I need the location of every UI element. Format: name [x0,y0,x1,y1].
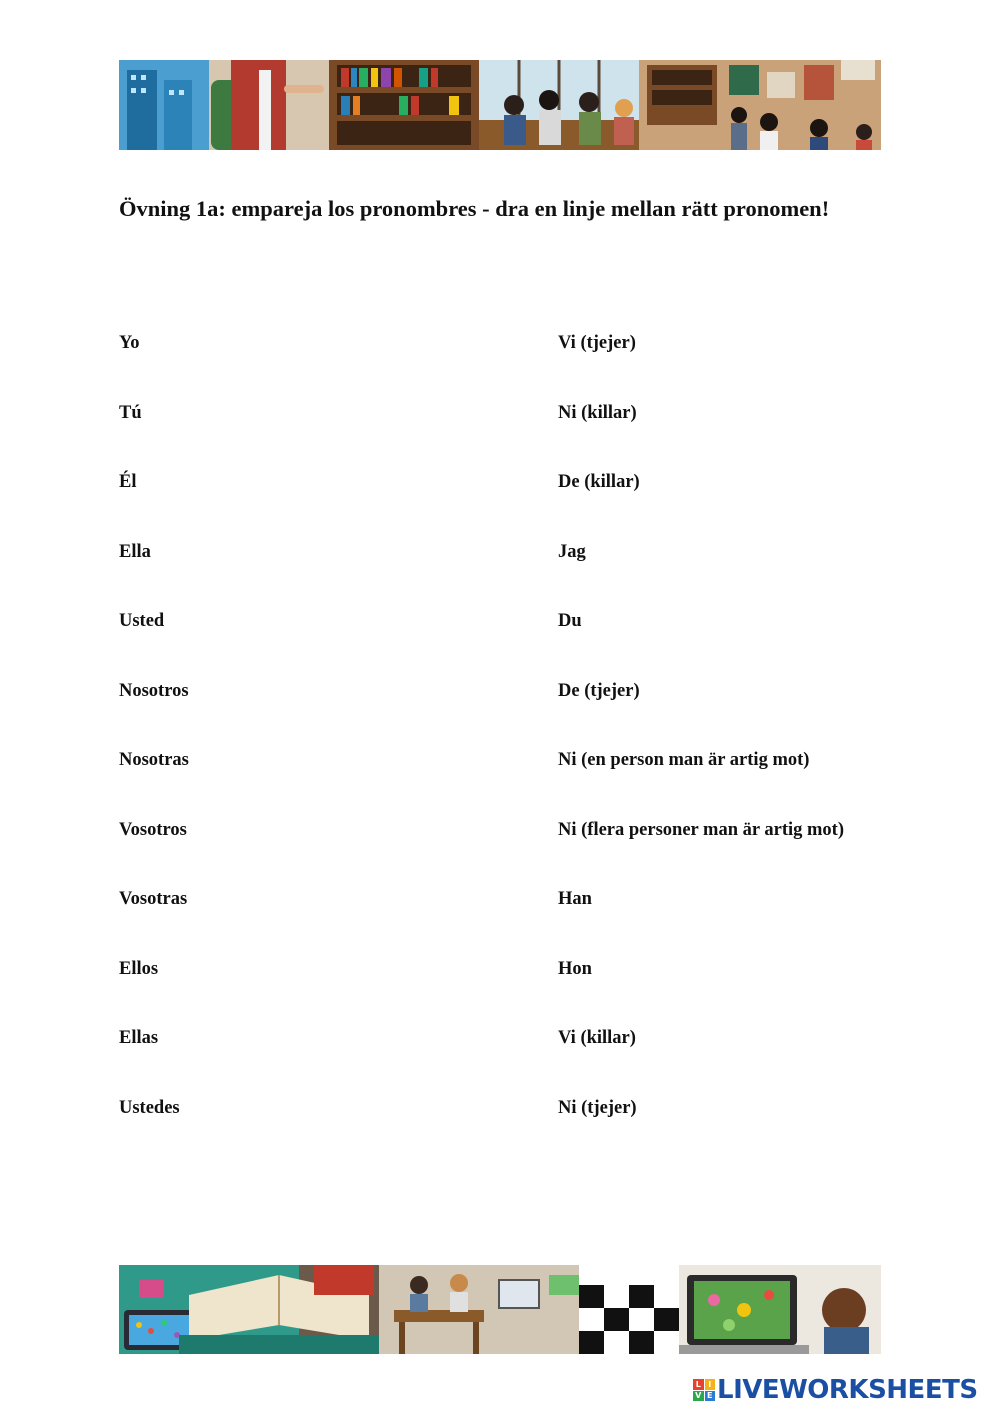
liveworksheets-logo [693,1372,978,1408]
spanish-pronoun-item[interactable]: Nosotros [119,680,189,701]
spanish-pronoun-item[interactable]: Tú [119,402,142,423]
header-illustration-banner [119,60,881,150]
spanish-pronoun-item[interactable]: Yo [119,333,140,353]
swedish-pronoun-item[interactable]: Ni (en person man är artig mot) [558,750,810,770]
swedish-pronoun-item[interactable]: Jag [558,541,586,562]
logo-mark-letter: E [705,1391,716,1402]
swedish-pronoun-item[interactable]: Vi (killar) [558,1028,636,1048]
swedish-pronoun-item[interactable]: Vi (tjejer) [558,333,636,353]
spanish-pronoun-item[interactable]: Ella [119,541,151,562]
spanish-pronoun-item[interactable]: Ellas [119,1028,159,1048]
logo-mark-letter: L [693,1379,704,1390]
classroom-illustration [119,60,881,150]
spanish-pronoun-item[interactable]: Nosotras [119,750,189,770]
exercise-title: Övning 1a: empareja los pronombres - dra en linje mellan rätt pronomen! [119,196,830,221]
swedish-pronoun-item[interactable]: De (killar) [558,472,640,492]
spanish-pronoun-item[interactable]: Vosotros [119,819,187,840]
spanish-pronoun-item[interactable]: Ellos [119,958,159,979]
swedish-pronoun-item[interactable]: Ni (tjejer) [558,1097,637,1118]
logo-mark-icon [693,1379,715,1401]
swedish-pronoun-item[interactable]: Han [558,889,592,909]
spanish-pronoun-item[interactable]: Ustedes [119,1097,180,1118]
swedish-pronoun-item[interactable]: De (tjejer) [558,680,640,701]
swedish-pronoun-list [558,330,844,1164]
swedish-pronoun-item[interactable]: Du [558,611,582,631]
spanish-pronoun-item[interactable]: Vosotras [119,889,188,909]
swedish-pronoun-item[interactable]: Ni (killar) [558,402,637,423]
swedish-pronoun-item[interactable]: Ni (flera personer man är artig mot) [558,819,844,840]
logo-mark-letter: I [705,1379,716,1390]
logo-mark-letter: V [693,1391,704,1402]
swedish-pronoun-item[interactable]: Hon [558,958,592,979]
footer-illustration-banner [119,1265,881,1354]
spanish-pronoun-item[interactable]: Él [119,472,137,492]
spanish-pronoun-item[interactable]: Usted [119,611,165,631]
spanish-pronoun-list [119,330,189,1164]
study-illustration [119,1265,881,1354]
logo-text: LIVEWORKSHEETS [717,1375,978,1405]
